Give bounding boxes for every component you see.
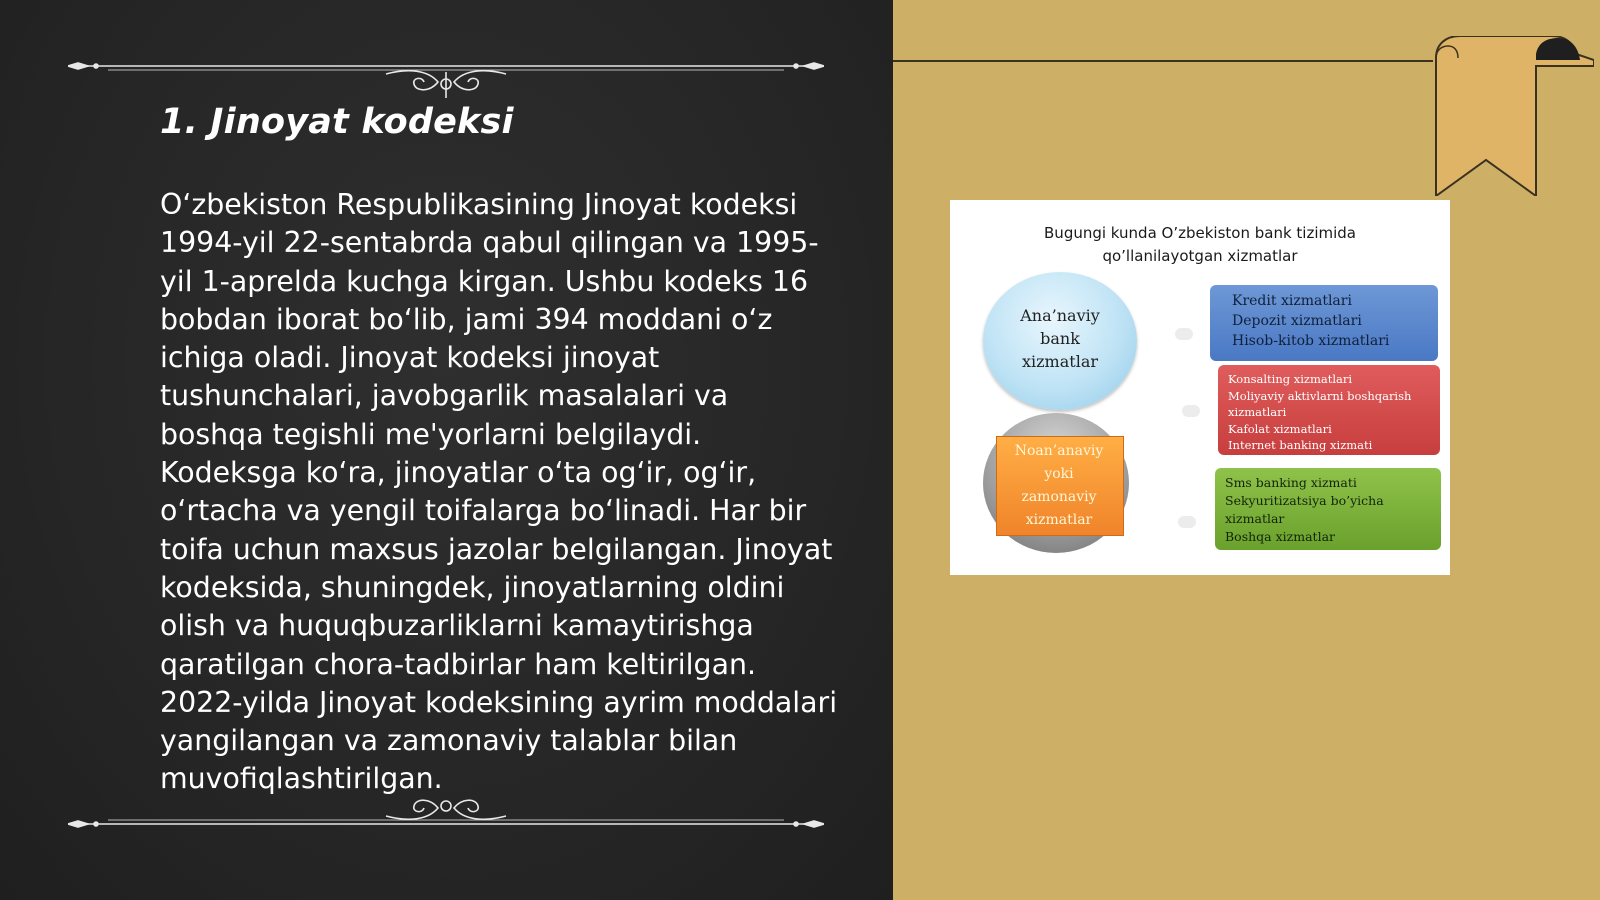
traditional-label-line-3: xizmatlar bbox=[1021, 352, 1098, 371]
ornament-top-icon bbox=[68, 40, 824, 100]
modern-label-line-2: yoki bbox=[1044, 466, 1074, 482]
list-item: Kafolat xizmatlari bbox=[1228, 421, 1332, 436]
traditional-label-line-1: Ana’naviy bbox=[1020, 306, 1100, 325]
bank-services-diagram bbox=[950, 200, 1450, 575]
bookmark-icon bbox=[1434, 36, 1594, 196]
modern-services-label bbox=[996, 440, 1122, 532]
diagram-title bbox=[990, 222, 1410, 268]
list-item: Depozit xizmatlari bbox=[1232, 313, 1362, 329]
list-item: xizmatlari bbox=[1228, 405, 1287, 419]
list-item: Hisob-kitob xizmatlari bbox=[1232, 333, 1390, 349]
digital-services-list bbox=[1215, 468, 1441, 550]
list-item: Sekyuritizatsiya bo’yicha bbox=[1225, 493, 1384, 508]
list-item: Moliyaviy aktivlarni boshqarish bbox=[1228, 388, 1412, 403]
list-item: Konsalting xizmatlari bbox=[1228, 372, 1353, 386]
modern-label-line-4: xizmatlar bbox=[1025, 512, 1093, 528]
slide-title: 1. Jinoyat kodeksi bbox=[160, 102, 514, 142]
list-item: Internet banking xizmati bbox=[1228, 438, 1373, 452]
diagram-title-line-2: qo’llanilayotgan xizmatlar bbox=[1102, 247, 1298, 265]
diagram-title-line-1: Bugungi kunda O’zbekiston bank tizimida bbox=[1044, 224, 1356, 242]
list-item: Boshqa xizmatlar bbox=[1225, 529, 1335, 544]
body-text: O‘zbekiston Respublikasining Jinoyat kodeksi 1994-yil 22-sentabrda qabul qilingan va 1995-yil 1-aprelda kuchga kirgan. Ushbu kodeks 16 bobdan iborat bo‘lib, jami 394 moddani o‘z ichiga oladi. Jinoyat kodeksi jinoyat tushunchalari, javobgarlik masalalari va boshqa tegishli me'yorlarni belgilaydi. Kodeksga ko‘ra, jinoyatlar o‘ta og‘ir, og‘ir, o‘rtacha va yengil toifalarga bo‘linadi. Har bir toifa uchun maxsus jazolar belgilangan. Jinoyat kodeksida, shuningdek, jinoyatlarning oldini olish va huquqbuzarliklarni kamaytirishga qaratilgan chora-tadbirlar ham keltirilgan. 2022-yilda Jinoyat kodeksining ayrim moddalari yangilangan va zamonaviy talablar bilan muvofiqlashtirilgan. bbox=[160, 188, 838, 796]
traditional-services-label bbox=[983, 304, 1137, 373]
list-item: Kredit xizmatlari bbox=[1232, 293, 1352, 309]
traditional-services-list bbox=[1210, 285, 1438, 361]
list-item: xizmatlar bbox=[1225, 511, 1285, 526]
traditional-label-line-2: bank bbox=[1040, 329, 1080, 348]
connector-hint-3 bbox=[1178, 516, 1196, 528]
list-item: Sms banking xizmati bbox=[1225, 475, 1357, 490]
divider-line bbox=[893, 60, 1433, 62]
modern-label-line-1: Noan’anaviy bbox=[1014, 443, 1104, 459]
connector-hint-1 bbox=[1175, 328, 1193, 340]
modern-label-line-3: zamonaviy bbox=[1021, 489, 1097, 505]
connector-hint-2 bbox=[1182, 405, 1200, 417]
advisory-services-list bbox=[1218, 365, 1440, 455]
